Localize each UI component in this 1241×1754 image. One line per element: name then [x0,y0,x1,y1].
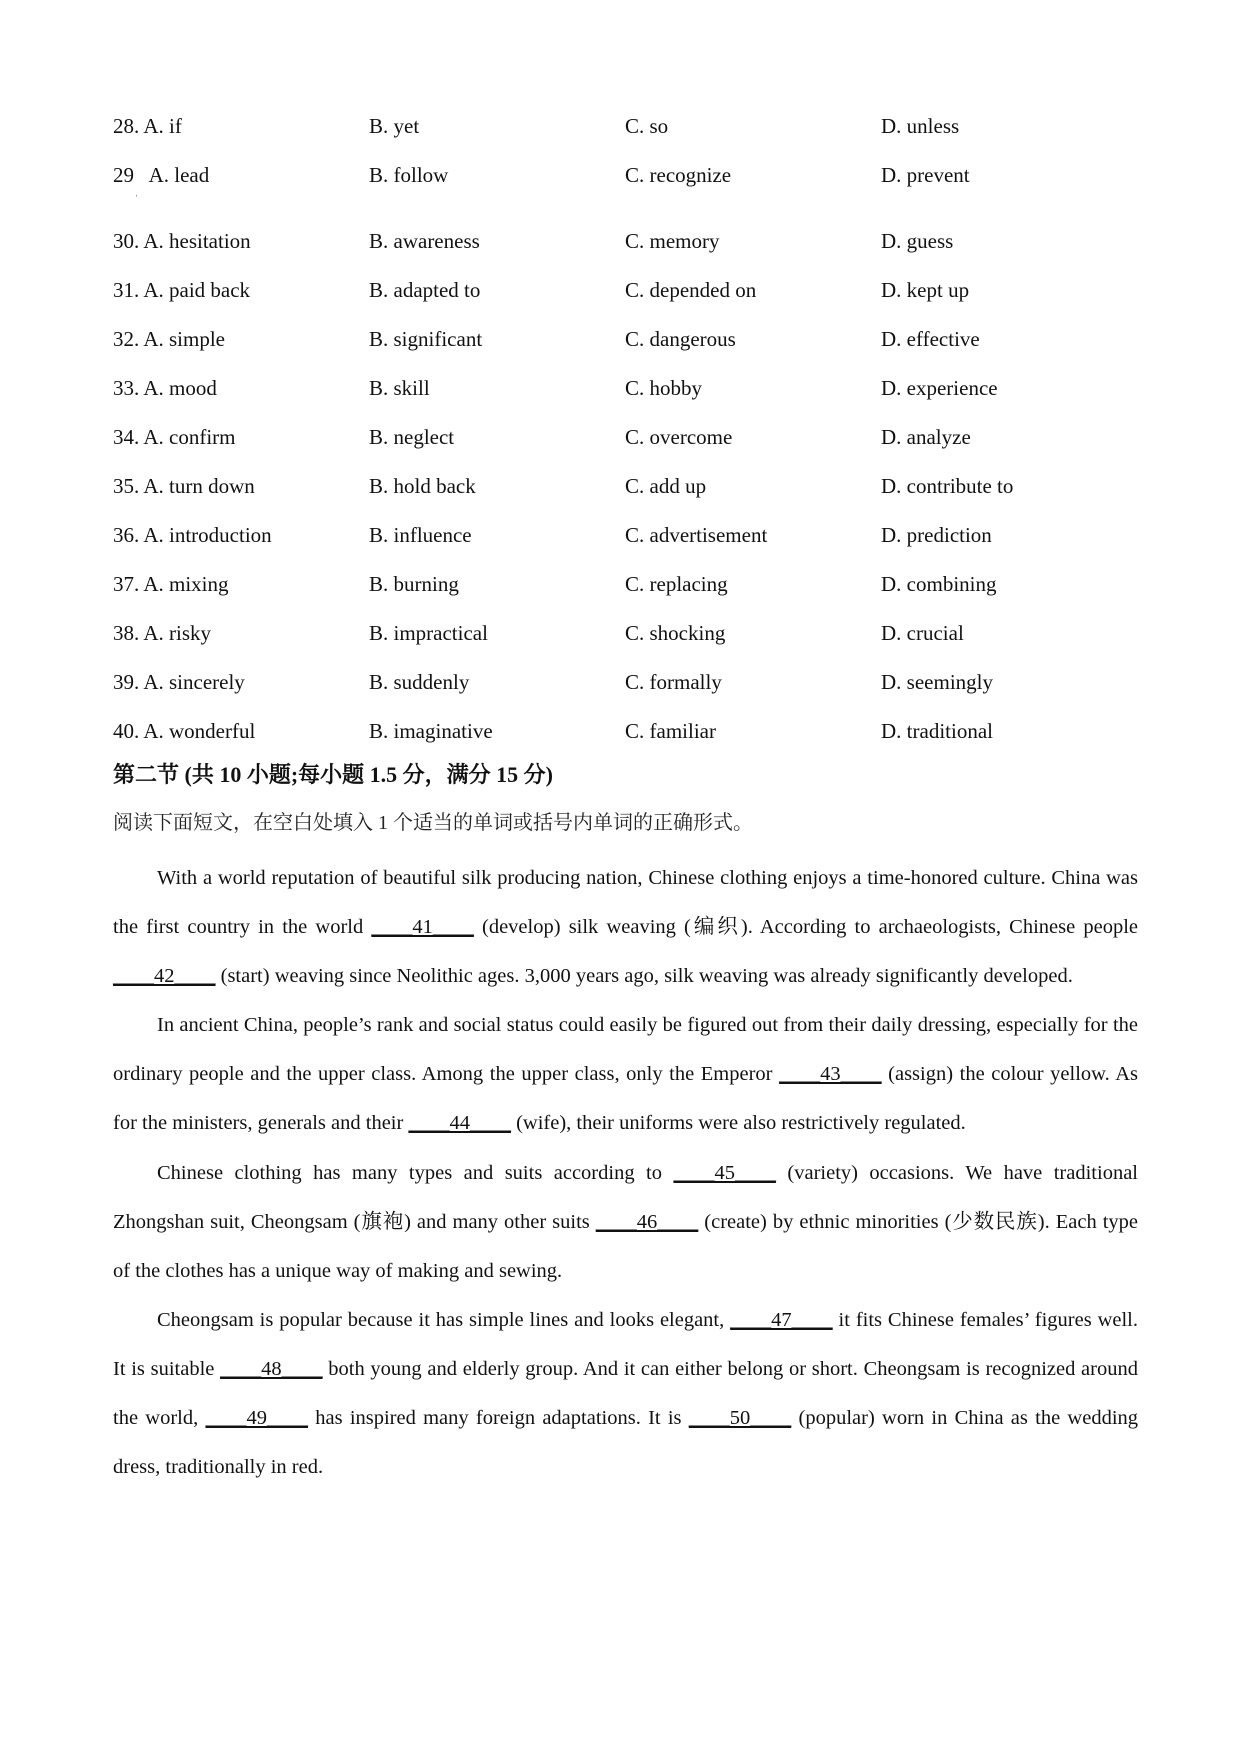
passage-text: Cheongsam is popular because it has simple lines and looks elegant, [157,1308,731,1331]
option-c: C. advertisement [625,523,768,547]
passage-text: (popular) worn in China as the wedding dress, traditionally in red. [113,1407,1139,1479]
section-instruction: 阅读下面短文，在空白处填入 1 个适当的单词或括号内单词的正确形式。 [113,812,753,834]
passage-text: it fits Chinese females’ figures well. It is suitable [113,1308,1138,1380]
option-c: C. familiar [625,719,716,743]
option-a: 34. A. confirm [113,425,236,449]
passage-text: (create) by ethnic minorities (少数民族). Each type of the clothes has a unique way of making and sewing. [113,1210,1138,1282]
blank-49[interactable]: ____49____ [205,1407,308,1430]
option-a: 29 A. lead [113,163,210,187]
option-b: B. awareness [369,229,480,253]
option-a: 32. A. simple [113,327,226,351]
blank-41[interactable]: ____41____ [371,916,474,939]
option-c: C. replacing [625,572,728,596]
option-b: B. impractical [369,621,488,645]
option-b: B. influence [369,523,472,547]
option-b: B. hold back [369,474,476,498]
question-row-35 [113,462,1133,511]
question-row-37 [113,560,1133,609]
blank-48[interactable]: ____48____ [220,1357,323,1380]
passage-text: both young and elderly group. And it can either belong or short. Cheongsam is recognized around the world, [113,1357,1138,1430]
paragraph-3 [113,1149,1138,1296]
passage-text: (assign) the colour yellow. As for the ministers, generals and their [113,1063,1138,1135]
option-b: B. adapted to [369,278,481,302]
option-b: B. neglect [369,425,455,449]
question-row-38 [113,609,1133,658]
option-c: C. hobby [625,376,703,400]
option-a: 36. A. introduction [113,523,272,547]
blank-42[interactable]: ____42____ [113,965,216,988]
option-a: 31. A. paid back [113,278,251,302]
option-d: D. guess [881,229,954,253]
paragraph-4 [113,1296,1138,1492]
question-row-34 [113,413,1133,462]
option-d: D. effective [881,327,980,351]
option-a: 40. A. wonderful [113,719,256,743]
passage-text: With a world reputation of beautiful silk producing nation, Chinese clothing enjoys a time-honored culture. China was the first country in the world [113,867,1138,939]
option-d: D. traditional [881,719,993,743]
option-d: D. kept up [881,278,970,302]
option-d: D. prediction [881,523,992,547]
option-d: D. analyze [881,425,971,449]
option-a: 30. A. hesitation [113,229,251,253]
option-a: 33. A. mood [113,376,217,400]
passage-text: (variety) occasions. We have traditional Zhongshan suit, Cheongsam (旗袍) and many other suits [113,1161,1138,1233]
blank-50[interactable]: ____50____ [688,1407,792,1430]
option-c: C. add up [625,474,707,498]
question-row-28 [113,102,1133,151]
paragraph-2 [113,1001,1138,1148]
option-c: C. depended on [625,278,757,302]
option-b: B. follow [369,163,449,187]
passage-text: Chinese clothing has many types and suits according to [157,1161,674,1184]
option-d: D. contribute to [881,474,1014,498]
multiple-choice-options [113,102,1133,756]
passage-text: (develop) silk weaving (编织). According to archaeologists, Chinese people [473,916,1138,939]
option-a: 39. A. sincerely [113,670,245,694]
question-row-39 [113,658,1133,707]
paragraph-1 [113,854,1138,1001]
blank-44[interactable]: ____44____ [408,1112,511,1135]
question-row-32 [113,315,1133,364]
option-c: C. formally [625,670,722,694]
question-row-31 [113,266,1133,315]
question-row-33 [113,364,1133,413]
option-b: B. yet [369,114,420,138]
option-b: B. skill [369,376,430,400]
passage-text: (start) weaving since Neolithic ages. 3,000 years ago, silk weaving was already significantly developed. [215,965,1073,988]
option-b: B. suddenly [369,670,470,694]
option-c: C. shocking [625,621,726,645]
question-row-30 [113,217,1133,266]
option-d: D. prevent [881,163,970,187]
option-c: C. overcome [625,425,733,449]
option-a: 28. A. if [113,114,182,138]
blank-46[interactable]: ____46____ [595,1210,699,1233]
passage-text: In ancient China, people’s rank and social status could easily be figured out from their daily dressing, especially for the ordinary people and the upper class. Among the upper class, only the Emperor [113,1014,1138,1086]
question-row-29 [113,151,1133,200]
cloze-passage [113,854,1138,1492]
option-a: 35. A. turn down [113,474,255,498]
question-row-36 [113,511,1133,560]
option-b: B. significant [369,327,483,351]
stray-mark: ˌ [135,186,139,197]
option-b: B. imaginative [369,719,493,743]
option-d: D. unless [881,114,960,138]
option-b: B. burning [369,572,459,596]
blank-43[interactable]: ____43____ [779,1063,882,1086]
option-c: C. dangerous [625,327,736,351]
option-d: D. experience [881,376,998,400]
blank-45[interactable]: ____45____ [673,1161,776,1184]
option-c: C. so [625,114,669,138]
option-a: 37. A. mixing [113,572,229,596]
passage-text: has inspired many foreign adaptations. It is [308,1407,689,1430]
option-d: D. crucial [881,621,964,645]
option-c: C. recognize [625,163,732,187]
option-d: D. seemingly [881,670,993,694]
option-c: C. memory [625,229,720,253]
section-title: 第二节 (共 10 小题;每小题 1.5 分，满分 15 分) [113,762,553,787]
question-row-40 [113,707,1133,756]
blank-47[interactable]: ____47____ [730,1308,833,1331]
option-a: 38. A. risky [113,621,212,645]
passage-text: (wife), their uniforms were also restrictively regulated. [510,1112,966,1135]
option-d: D. combining [881,572,997,596]
